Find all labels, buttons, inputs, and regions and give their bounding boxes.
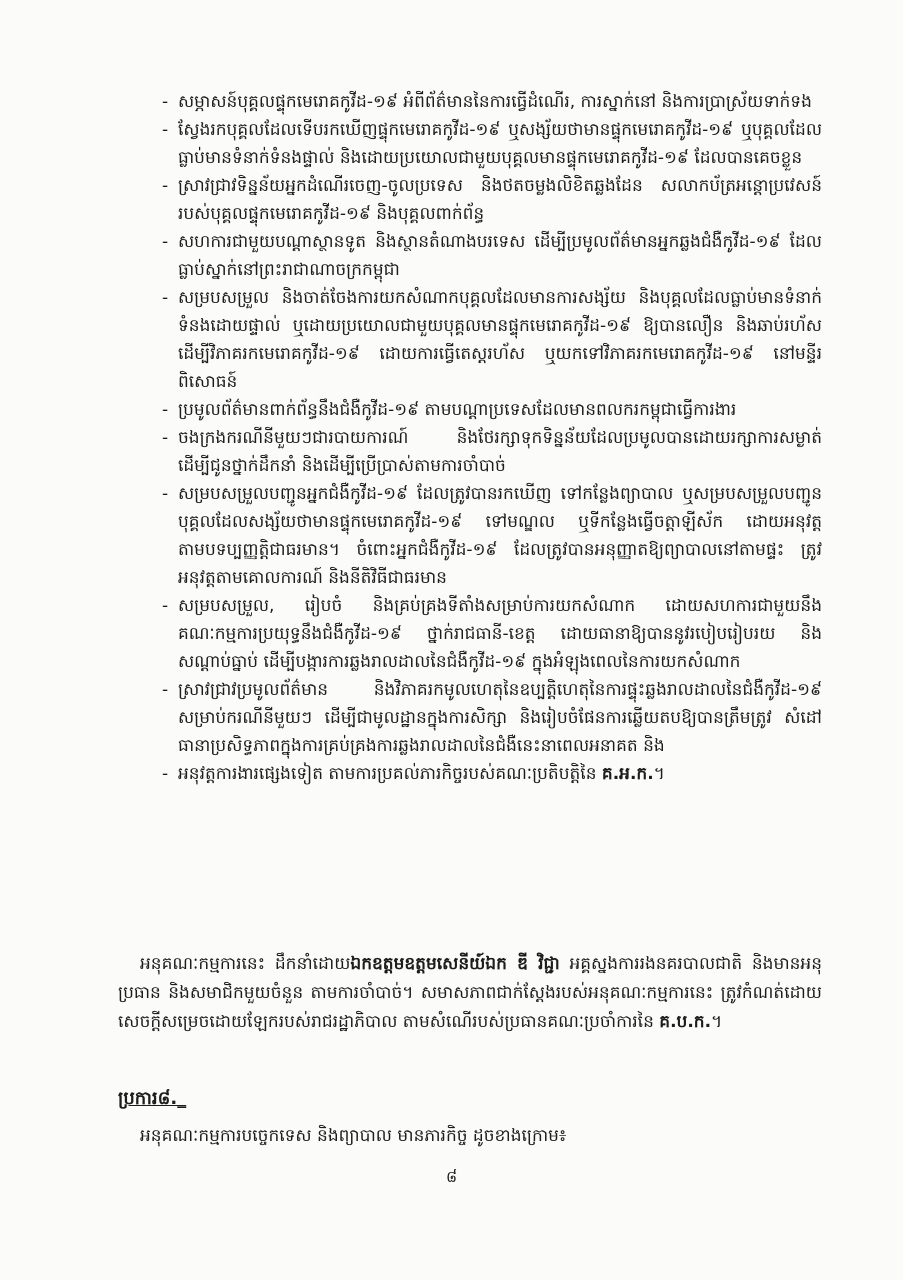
list-item — [162, 172, 822, 228]
list-item-text: ប្រមូលព័ត៌មានពាក់ព័ន្ធនឹងជំងឺកូវីដ-១៩ តាមបណ្តាប្រទេសដែលមានពលករកម្ពុជាធ្វើការងារ — [178, 400, 737, 420]
list-item-text: សម្របសម្រួល និងចាត់ចែងការយកសំណាកបុគ្គលដែលមានការសង្ស័យ និងបុគ្គលដែលធ្លាប់មានទំនាក់ទំនងដោយផ្ទាល់ ឬដោយប្រយោលជាមួយបុគ្គលមានផ្ទុកមេរោគកូវីដ-១៩ ឱ្យបានលឿន និងឆាប់រហ័ស ដើម្បីវិភាគរកមេរោគកូវីដ-១៩ ដោយការធ្វើតេស្តរហ័ស ឬយកទៅវិភាគរកមេរោគកូវីដ-១៩ នៅមន្ទីរពិសោធន៍ — [178, 288, 822, 392]
dash-marker: - — [162, 288, 169, 308]
list-item — [162, 284, 822, 396]
list-item-text: ស្រាវជ្រាវទិន្នន័យអ្នកដំណើរចេញ-ចូលប្រទេស និងថតចម្លងលិខិតឆ្លងដែន សលាកប័ត្រអន្តោប្រវេសន៍របស់បុគ្គលផ្ទុកមេរោគកូវីដ-១៩ និងបុគ្គលពាក់ព័ន្ធ — [178, 176, 822, 224]
list-item-text: សម្ភាសន៍បុគ្គលផ្ទុកមេរោគកូវីដ-១៩ អំពីព័ត៌មាននៃការធ្វើដំណើរ, ការស្នាក់នៅ និងការប្រាស្រ័យទាក់ទង — [178, 92, 812, 112]
dash-marker: - — [162, 400, 169, 420]
dash-marker: - — [162, 176, 169, 196]
list-item-text: ចងក្រងករណីនីមួយៗជារបាយការណ៍ និងថែរក្សាទុកទិន្នន័យដែលប្រមូលបានដោយរក្សាការសម្ងាត់ ដើម្បីជូនថ្នាក់ដឹកនាំ និងដើម្បីប្រើប្រាស់តាមការចាំបាច់ — [178, 428, 822, 476]
sentence-end: ។ — [653, 764, 665, 784]
article-heading: ប្រការ៨._ — [118, 1088, 187, 1109]
dash-marker: - — [162, 120, 169, 140]
list-item-last — [162, 760, 822, 788]
subcommittee-paragraph — [118, 950, 822, 1037]
list-item — [162, 116, 822, 172]
list-item — [162, 424, 822, 480]
task-list — [162, 88, 822, 788]
list-item-text: អនុវត្តការងារផ្សេងទៀត តាមការប្រគល់ភារកិច្ចរបស់គណៈប្រតិបត្តិនៃ — [178, 764, 602, 784]
committee-abbreviation: គ.ប.ក. — [659, 1012, 712, 1032]
leader-name: ឯកឧត្តមឧត្តមសេនីយ៍ឯក ឌី វិជ្ជា — [350, 954, 560, 974]
list-item — [162, 480, 822, 592]
paragraph-text: អគ្គស្នងការរងនគរបាលជាតិ និងមានអនុប្រធាន និងសមាជិកមួយចំនួន តាមការចាំបាច់។ សមាសភាពជាក់ស្តែងរបស់អនុគណៈកម្មការនេះ ត្រូវកំណត់ដោយសេចក្តីសម្រេចដោយឡែករបស់រាជរដ្ឋាភិបាល តាមសំណើរបស់ប្រធានគណៈប្រចាំការនៃ — [118, 954, 823, 1032]
dash-marker: - — [162, 596, 169, 616]
sentence-end: ។ — [711, 1012, 723, 1032]
technical-subcommittee-paragraph: អនុគណៈកម្មការបច្ចេកទេស និងព្យាបាល មានភារកិច្ច ដូចខាងក្រោម៖ — [140, 1126, 567, 1146]
dash-marker: - — [162, 92, 169, 112]
list-item-text: ស្វែងរកបុគ្គលដែលទើបរកឃើញផ្ទុកមេរោគកូវីដ-១៩ ឬសង្ស័យថាមានផ្ទុកមេរោគកូវីដ-១៩ ឬបុគ្គលដែលធ្លាប់មានទំនាក់ទំនងផ្ទាល់ និងដោយប្រយោលជាមួយបុគ្គលមានផ្ទុកមេរោគកូវីដ-១៩ ដែលបានគេចខ្លួន — [178, 120, 822, 168]
dash-marker: - — [162, 680, 169, 700]
list-item — [162, 396, 822, 424]
list-item-text: សហការជាមួយបណ្ដាស្ថានទូត និងស្ថានតំណាងបរទេស ដើម្បីប្រមូលព័ត៌មានអ្នកឆ្លងជំងឺកូវីដ-១៩ ដែលធ្លាប់ស្នាក់នៅព្រះរាជាណាចក្រកម្ពុជា — [178, 232, 822, 280]
list-item-text: សម្របសម្រួលបញ្ជូនអ្នកជំងឺកូវីដ-១៩ ដែលត្រូវបានរកឃើញ ទៅកន្លែងព្យាបាល ឬសម្របសម្រួលបញ្ជូនបុគ្គលដែលសង្ស័យថាមានផ្ទុកមេរោគកូវីដ-១៩ ទៅមណ្ឌល ឬទីកន្លែងធ្វើចត្តាឡីស័ក ដោយអនុវត្តតាមបទប្បញ្ញត្តិជាធរមាន។ ចំពោះអ្នកជំងឺកូវីដ-១៩ ដែលត្រូវបានអនុញ្ញាតឱ្យព្យាបាលនៅតាមផ្ទះ ត្រូវអនុវត្តតាមគោលការណ៍ និងនីតិវិធីជាធរមាន — [178, 484, 822, 588]
list-item-text: សម្របសម្រួល, រៀបចំ និងគ្រប់គ្រងទីតាំងសម្រាប់ការយកសំណាក ដោយសហការជាមួយនឹងគណៈកម្មការប្រយុទ្ធនឹងជំងឺកូវីដ-១៩ ថ្នាក់រាជធានី-ខេត្ត ដោយធានាឱ្យបាននូវរបៀបរៀបរយ និងសណ្ដាប់ធ្នាប់ ដើម្បីបង្ការការឆ្លងរាលដាលនៃជំងឺកូវីដ-១៩ ក្នុងអំឡុងពេលនៃការយកសំណាក — [178, 596, 822, 672]
dash-marker: - — [162, 484, 169, 504]
list-item — [162, 676, 822, 760]
list-item — [162, 592, 822, 676]
list-item-text: ស្រាវជ្រាវប្រមូលព័ត៌មាន និងវិភាគរកមូលហេតុនៃឧប្បត្តិហេតុនៃការផ្ទុះឆ្លងរាលដាលនៃជំងឺកូវីដ-១៩ សម្រាប់ករណីនីមួយៗ ដើម្បីជាមូលដ្ឋានក្នុងការសិក្សា និងរៀបចំផែនការឆ្លើយតបឱ្យបានត្រឹមត្រូវ សំដៅធានាប្រសិទ្ធភាពក្នុងការគ្រប់គ្រងការឆ្លងរាលដាលនៃជំងឺនេះនាពេលអនាគត និង — [178, 680, 822, 756]
dash-marker: - — [162, 428, 169, 448]
committee-abbreviation: គ.អ.ក. — [601, 764, 654, 784]
dash-marker: - — [162, 232, 169, 252]
paragraph-text: អនុគណៈកម្មការនេះ ដឹកនាំដោយ — [140, 954, 351, 974]
page-number: ៨ — [445, 1167, 458, 1186]
dash-marker: - — [162, 764, 169, 784]
list-item — [162, 228, 822, 284]
list-item — [162, 88, 822, 116]
